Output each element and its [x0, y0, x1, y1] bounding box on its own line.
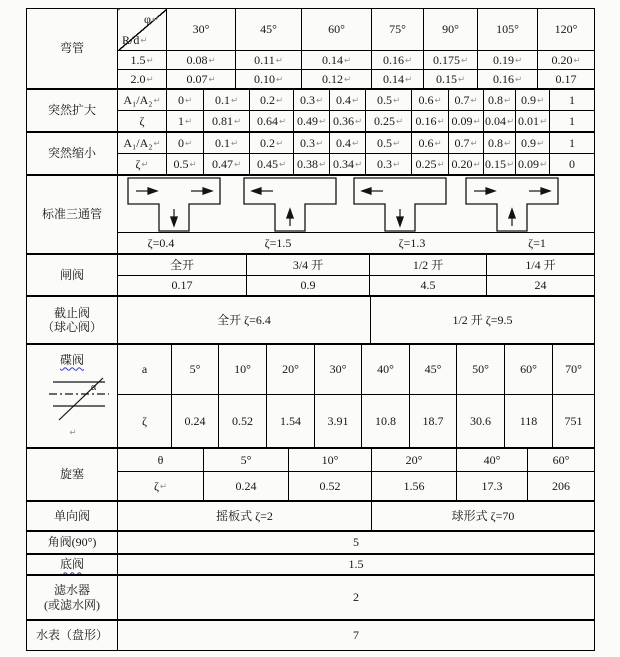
contraction-zeta-cell: 0.5↵: [167, 154, 204, 175]
standard-tee-section: [26, 175, 595, 254]
bend-value-cell: 0.175↵: [424, 51, 478, 70]
bend-value-cell: 0.12↵: [302, 70, 372, 89]
paragraph-mark: ↵: [351, 138, 360, 149]
cock-angle-header: 20°: [372, 449, 457, 472]
butterfly-angle-header: 30°: [315, 345, 362, 395]
gate-valve-opening-header: 1/4 开: [487, 255, 595, 276]
expansion-ratio-head: A₁/A₂↵: [118, 90, 167, 111]
foot-valve-section: [26, 554, 595, 575]
paragraph-mark: ↵: [230, 95, 239, 106]
butterfly-angle-header: 40°: [362, 345, 410, 395]
expansion-ratio-cell: 0.3↵: [294, 90, 330, 111]
butterfly-zeta-cell: 18.7: [410, 395, 457, 448]
butterfly-angle-header: 20°: [267, 345, 315, 395]
paragraph-mark: ↵: [395, 116, 404, 127]
expansion-zeta-cell: 0.09↵: [449, 111, 484, 132]
paragraph-mark: ↵: [434, 95, 442, 106]
gate-valve-value-cell: 4.5: [370, 276, 487, 296]
butterfly-zeta-cell: 118: [505, 395, 553, 448]
paragraph-mark: ↵: [184, 116, 193, 127]
strainer-label-line1: 滤水器: [53, 583, 90, 598]
butterfly-zeta-cell: 10.8: [362, 395, 410, 448]
expansion-ratio-cell: 0.8↵: [484, 90, 516, 111]
expansion-zeta-cell: 1↵: [167, 111, 204, 132]
paragraph-mark: ↵: [140, 35, 148, 46]
expansion-zeta-cell: 0.01↵: [516, 111, 550, 132]
butterfly-zeta-cell: 1.54: [267, 395, 315, 448]
paragraph-mark: ↵: [514, 55, 523, 66]
bend-diagonal-header: [118, 9, 167, 51]
bend-value-cell: 0.11↵: [236, 51, 302, 70]
gate-valve-opening-header: 1/2 开: [370, 255, 487, 276]
paragraph-mark: ↵: [318, 116, 327, 127]
bend-pipe-label: 弯管: [27, 9, 118, 89]
contraction-ratio-cell: 0.2↵: [250, 133, 294, 154]
bend-angle-header: 120°: [538, 9, 595, 51]
contraction-zeta-cell: 0.09↵: [516, 154, 550, 175]
expansion-ratio-cell: 0.5↵: [366, 90, 412, 111]
butterfly-valve-section: [26, 344, 595, 448]
paragraph-mark: ↵: [539, 159, 548, 170]
paragraph-mark: ↵: [233, 159, 242, 170]
bend-angle-header: 45°: [236, 9, 302, 51]
paragraph-mark: ↵: [278, 159, 287, 170]
paragraph-mark: ↵: [315, 95, 324, 106]
butterfly-valve-diagram: [47, 375, 111, 421]
paragraph-mark: ↵: [473, 159, 481, 170]
bend-value-cell: 0.20↵: [538, 51, 595, 70]
gate-valve-value-cell: 0.9: [247, 276, 370, 296]
butterfly-angle-header: 5°: [172, 345, 219, 395]
paragraph-mark: ↵: [506, 159, 515, 170]
document-page: [0, 8, 620, 657]
water-meter-value: 7: [118, 621, 595, 651]
sudden-expansion-section: [26, 89, 595, 132]
strainer-label-line2: (或滤水网): [44, 597, 100, 612]
cock-zeta-cell: 0.24: [204, 472, 289, 501]
expansion-ratio-cell: 0.7↵: [449, 90, 484, 111]
paragraph-mark: ↵: [503, 95, 512, 106]
butterfly-zeta-cell: 3.91: [315, 395, 362, 448]
contraction-zeta-cell: 0.20↵: [449, 154, 484, 175]
stop-valve-label-line2: （球心阀）: [41, 320, 102, 334]
bend-angle-header: 60°: [302, 9, 372, 51]
paragraph-mark: ↵: [69, 428, 77, 439]
foot-valve-value: 1.5: [118, 555, 595, 575]
cock-valve-label: 旋塞: [27, 449, 118, 501]
angle-valve-section: [26, 531, 595, 554]
strainer-value: 2: [118, 576, 595, 620]
paragraph-mark: ↵: [473, 116, 481, 127]
bend-value-cell: 0.17: [538, 70, 595, 89]
stop-valve-full-open: 全开 ζ=6.4: [118, 297, 371, 344]
cock-theta-head: θ: [118, 449, 204, 472]
expansion-zeta-cell: 0.64↵: [250, 111, 294, 132]
tee-diagram-row: [118, 176, 595, 233]
paragraph-mark: ↵: [146, 55, 154, 66]
water-meter-label: 水表（盘形）: [27, 621, 118, 651]
angle-valve-label: 角阀(90°): [27, 532, 118, 554]
tee-diagram-4: [465, 177, 559, 233]
foot-valve-label: 底阀: [27, 555, 118, 575]
paragraph-mark: ↵: [392, 159, 401, 170]
expansion-zeta-cell: 1: [550, 111, 595, 132]
contraction-ratio-cell: 0.5↵: [366, 133, 412, 154]
paragraph-mark: ↵: [536, 138, 545, 149]
tee-diagram-3: [353, 177, 447, 233]
paragraph-mark: ↵: [275, 55, 283, 66]
butterfly-valve-label: 碟阀: [59, 352, 84, 367]
tee-zeta-1: ζ=0.4: [147, 235, 175, 250]
bend-value-cell: 0.19↵: [478, 51, 538, 70]
paragraph-mark: ↵: [141, 159, 149, 170]
stop-valve-section: [26, 296, 595, 344]
expansion-zeta-head: ζ: [118, 111, 167, 132]
paragraph-mark: ↵: [506, 116, 515, 127]
paragraph-mark: ↵: [275, 95, 284, 106]
paragraph-mark: ↵: [189, 159, 197, 170]
contraction-ratio-cell: 0.1↵: [204, 133, 250, 154]
bend-value-cell: 0.07↵: [167, 70, 236, 89]
paragraph-mark: ↵: [146, 74, 154, 85]
paragraph-mark: ↵: [343, 74, 352, 85]
paragraph-mark: [28, 428, 117, 439]
butterfly-zeta-head: ζ: [118, 395, 172, 448]
butterfly-angle-header: 60°: [505, 345, 553, 395]
paragraph-mark: ↵: [184, 138, 193, 149]
paragraph-mark: ↵: [457, 74, 466, 85]
butterfly-zeta-cell: 751: [553, 395, 595, 448]
angle-valve-value: 5: [118, 532, 595, 554]
bend-angle-header: 90°: [424, 9, 478, 51]
contraction-zeta-head: ζ↵: [118, 154, 167, 175]
expansion-ratio-cell: 1: [550, 90, 595, 111]
contraction-zeta-cell: 0.34↵: [330, 154, 366, 175]
gate-valve-value-cell: 0.17: [118, 276, 247, 296]
paragraph-mark: ↵: [503, 138, 512, 149]
paragraph-mark: ↵: [343, 55, 352, 66]
gate-valve-opening-header: 全开: [118, 255, 247, 276]
bend-value-cell: 0.14↵: [302, 51, 372, 70]
paragraph-mark: ↵: [573, 55, 581, 66]
expansion-ratio-cell: 0.2↵: [250, 90, 294, 111]
gate-valve-opening-header: 3/4 开: [247, 255, 370, 276]
paragraph-mark: ↵: [208, 74, 216, 85]
cock-angle-header: 60°: [528, 449, 595, 472]
contraction-zeta-cell: 0.3↵: [366, 154, 412, 175]
expansion-ratio-cell: 0.1↵: [204, 90, 250, 111]
paragraph-mark: ↵: [351, 95, 360, 106]
bend-value-cell: 0.08↵: [167, 51, 236, 70]
check-valve-ball: 球形式 ζ=70: [372, 502, 595, 531]
stop-valve-half-open: 1/2 开 ζ=9.5: [371, 297, 595, 344]
check-valve-section: [26, 501, 595, 531]
paragraph-mark: ↵: [404, 55, 413, 66]
bend-angle-header: 105°: [478, 9, 538, 51]
cock-valve-section: [26, 448, 595, 501]
tee-diagram-2: [243, 177, 337, 233]
paragraph-mark: ↵: [275, 74, 284, 85]
paragraph-mark: ↵: [208, 55, 216, 66]
expansion-zeta-cell: 0.36↵: [330, 111, 366, 132]
bend-angle-header: 30°: [167, 9, 236, 51]
expansion-zeta-cell: 0.81↵: [204, 111, 250, 132]
contraction-ratio-cell: 0.9↵: [516, 133, 550, 154]
expansion-zeta-cell: 0.16↵: [412, 111, 449, 132]
bend-value-cell: 0.14↵: [372, 70, 424, 89]
butterfly-angle-head: a: [118, 345, 172, 395]
bend-rd-2-0: 2.0↵: [118, 70, 167, 89]
tee-zeta-2: ζ=1.5: [264, 235, 292, 250]
tee-zeta-4: ζ=1: [528, 235, 546, 250]
phi-symbol: φ↵: [143, 12, 159, 26]
contraction-ratio-cell: 0.6↵: [412, 133, 449, 154]
tee-zeta-row: [118, 233, 595, 254]
contraction-ratio-cell: 0.3↵: [294, 133, 330, 154]
contraction-ratio-cell: 1: [550, 133, 595, 154]
paragraph-mark: ↵: [278, 116, 287, 127]
paragraph-mark: ↵: [354, 159, 363, 170]
contraction-zeta-cell: 0.15↵: [484, 154, 516, 175]
cock-angle-header: 10°: [289, 449, 372, 472]
cock-zeta-cell: 206: [528, 472, 595, 501]
paragraph-mark: ↵: [539, 116, 548, 127]
sudden-contraction-section: [26, 132, 595, 175]
bend-rd-1-5: 1.5↵: [118, 51, 167, 70]
bend-value-cell: 0.15↵: [424, 70, 478, 89]
bend-angle-header: 75°: [372, 9, 424, 51]
check-valve-swing: 摇板式 ζ=2: [118, 502, 372, 531]
butterfly-valve-label-cell: [27, 345, 118, 448]
standard-tee-label: 标准三通管: [27, 176, 118, 254]
paragraph-mark: ↵: [315, 138, 324, 149]
butterfly-zeta-cell: 30.6: [457, 395, 505, 448]
paragraph-mark: ↵: [470, 95, 478, 106]
cock-zeta-cell: 0.52: [289, 472, 372, 501]
expansion-zeta-cell: 0.25↵: [366, 111, 412, 132]
sudden-expansion-label: 突然扩大: [27, 90, 118, 132]
butterfly-zeta-cell: 0.24: [172, 395, 219, 448]
strainer-label: [27, 576, 118, 620]
contraction-zeta-cell: 0.25↵: [412, 154, 449, 175]
water-meter-section: [26, 620, 595, 651]
contraction-ratio-cell: 0.7↵: [449, 133, 484, 154]
coefficient-table: [26, 8, 596, 651]
tee-zeta-3: ζ=1.3: [398, 235, 426, 250]
alpha-angle-symbol: α: [91, 381, 97, 393]
expansion-ratio-cell: 0.4↵: [330, 90, 366, 111]
contraction-ratio-cell: 0.4↵: [330, 133, 366, 154]
gate-valve-label: 闸阀: [27, 255, 118, 296]
paragraph-mark: ↵: [514, 74, 523, 85]
bend-value-cell: 0.16↵: [372, 51, 424, 70]
contraction-ratio-cell: 0.8↵: [484, 133, 516, 154]
cock-angle-header: 5°: [204, 449, 289, 472]
stop-valve-label: [27, 297, 118, 344]
gate-valve-section: [26, 254, 595, 296]
contraction-zeta-cell: 0.45↵: [250, 154, 294, 175]
paragraph-mark: ↵: [233, 116, 242, 127]
cock-angle-header: 40°: [457, 449, 528, 472]
gate-valve-value-cell: 24: [487, 276, 595, 296]
paragraph-mark: ↵: [318, 159, 327, 170]
butterfly-angle-header: 45°: [410, 345, 457, 395]
paragraph-mark: ↵: [437, 159, 445, 170]
contraction-zeta-cell: 0.47↵: [204, 154, 250, 175]
paragraph-mark: ↵: [230, 138, 239, 149]
paragraph-mark: ↵: [184, 95, 193, 106]
expansion-zeta-cell: 0.04↵: [484, 111, 516, 132]
paragraph-mark: ↵: [404, 74, 413, 85]
rd-symbol: R/d↵: [122, 32, 148, 47]
paragraph-mark: ↵: [153, 95, 161, 106]
contraction-ratio-head: A₁/A₂↵: [118, 133, 167, 154]
paragraph-mark: ↵: [437, 116, 445, 127]
cock-zeta-cell: 1.56: [372, 472, 457, 501]
paragraph-mark: ↵: [434, 138, 442, 149]
strainer-section: [26, 575, 595, 620]
check-valve-label: 单向阀: [27, 502, 118, 531]
contraction-zeta-cell: 0.38↵: [294, 154, 330, 175]
expansion-ratio-cell: 0.9↵: [516, 90, 550, 111]
butterfly-zeta-cell: 0.52: [219, 395, 267, 448]
bend-pipe-section: [26, 8, 595, 89]
paragraph-mark: ↵: [275, 138, 284, 149]
cock-zeta-head: ζ↵: [118, 472, 204, 501]
stop-valve-label-line1: 截止阀: [53, 305, 90, 320]
contraction-ratio-cell: 0↵: [167, 133, 204, 154]
contraction-zeta-cell: 0: [550, 154, 595, 175]
paragraph-mark: ↵: [153, 138, 161, 149]
sudden-contraction-label: 突然缩小: [27, 133, 118, 175]
paragraph-mark: ↵: [392, 95, 401, 106]
tee-diagram-1: [127, 177, 221, 233]
paragraph-mark: ↵: [392, 138, 401, 149]
paragraph-mark: ↵: [159, 481, 168, 492]
paragraph-mark: ↵: [151, 15, 159, 25]
bend-value-cell: 0.16↵: [478, 70, 538, 89]
expansion-ratio-cell: 0.6↵: [412, 90, 449, 111]
butterfly-angle-header: 10°: [219, 345, 267, 395]
paragraph-mark: ↵: [536, 95, 545, 106]
bend-value-cell: 0.10↵: [236, 70, 302, 89]
cock-zeta-cell: 17.3: [457, 472, 528, 501]
butterfly-angle-header: 70°: [553, 345, 595, 395]
butterfly-angle-header: 50°: [457, 345, 505, 395]
paragraph-mark: ↵: [460, 55, 469, 66]
paragraph-mark: ↵: [470, 138, 478, 149]
expansion-zeta-cell: 0.49↵: [294, 111, 330, 132]
paragraph-mark: ↵: [354, 116, 363, 127]
expansion-ratio-cell: 0↵: [167, 90, 204, 111]
